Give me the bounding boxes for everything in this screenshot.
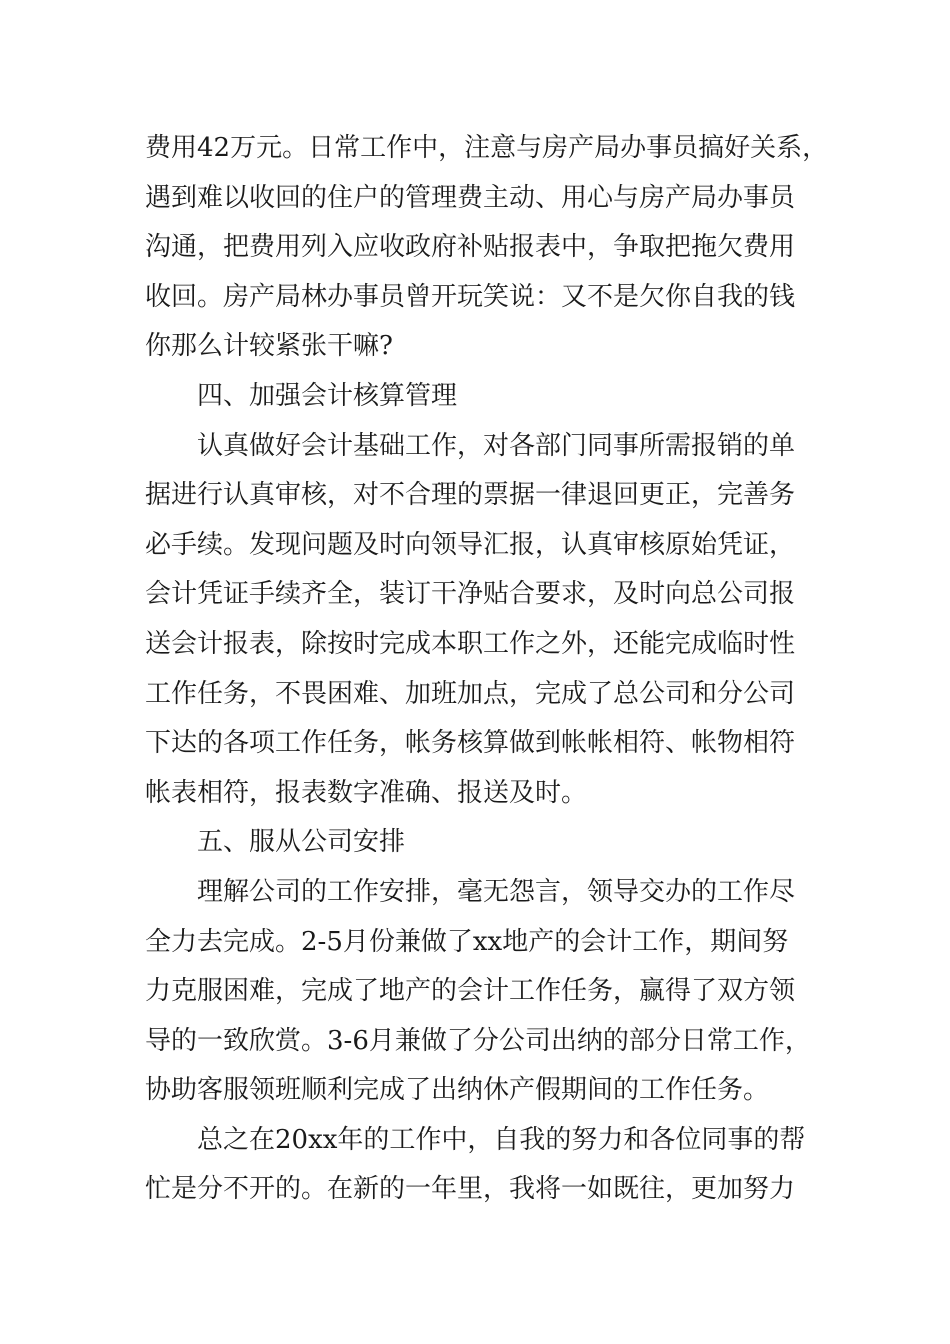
text-line: 收回。房产局林办事员曾开玩笑说：又不是欠你自我的钱 <box>145 281 796 312</box>
text-line: 会计凭证手续齐全，装订干净贴合要求，及时向总公司报 <box>145 579 796 610</box>
text-line: 必手续。发现问题及时向领导汇报，认真审核原始凭证， <box>145 529 796 560</box>
text-line: 你那么计较紧张干嘛? <box>145 331 393 362</box>
paragraph-start: 理解公司的工作安排，毫无怨言，领导交办的工作尽 <box>197 876 796 907</box>
text-line: 费用42万元。日常工作中，注意与房产局办事员搞好关系， <box>145 133 829 163</box>
text-line: 据进行认真审核，对不合理的票据一律退回更正，完善务 <box>145 480 796 511</box>
text-line: 协助客服领班顺利完成了出纳休产假期间的工作任务。 <box>145 1075 770 1106</box>
paragraph-start: 认真做好会计基础工作，对各部门同事所需报销的单 <box>197 430 796 461</box>
text-line: 遇到难以收回的住户的管理费主动、用心与房产局办事员 <box>145 182 796 213</box>
section-heading: 四、加强会计核算管理 <box>197 380 458 411</box>
text-line: 工作任务，不畏困难、加班加点，完成了总公司和分公司 <box>145 678 796 709</box>
section-heading: 五、服从公司安排 <box>197 827 406 858</box>
document-body <box>145 124 829 1215</box>
paragraph-start: 总之在20xx年的工作中，自我的努力和各位同事的帮 <box>197 1124 806 1155</box>
text-line: 沟通，把费用列入应收政府补贴报表中，争取把拖欠费用 <box>145 232 796 263</box>
text-line: 全力去完成。2-5月份兼做了xx地产的会计工作，期间努 <box>145 926 789 957</box>
text-line: 力克服困难，完成了地产的会计工作任务，赢得了双方领 <box>145 976 796 1007</box>
text-line: 帐表相符，报表数字准确、报送及时。 <box>145 777 588 808</box>
text-line: 忙是分不开的。在新的一年里，我将一如既往，更加努力 <box>145 1174 796 1205</box>
text-line: 下达的各项工作任务，帐务核算做到帐帐相符、帐物相符 <box>145 728 796 759</box>
text-line: 送会计报表，除按时完成本职工作之外，还能完成临时性 <box>145 628 796 659</box>
text-line: 导的一致欣赏。3-6月兼做了分公司出纳的部分日常工作， <box>145 1025 811 1056</box>
